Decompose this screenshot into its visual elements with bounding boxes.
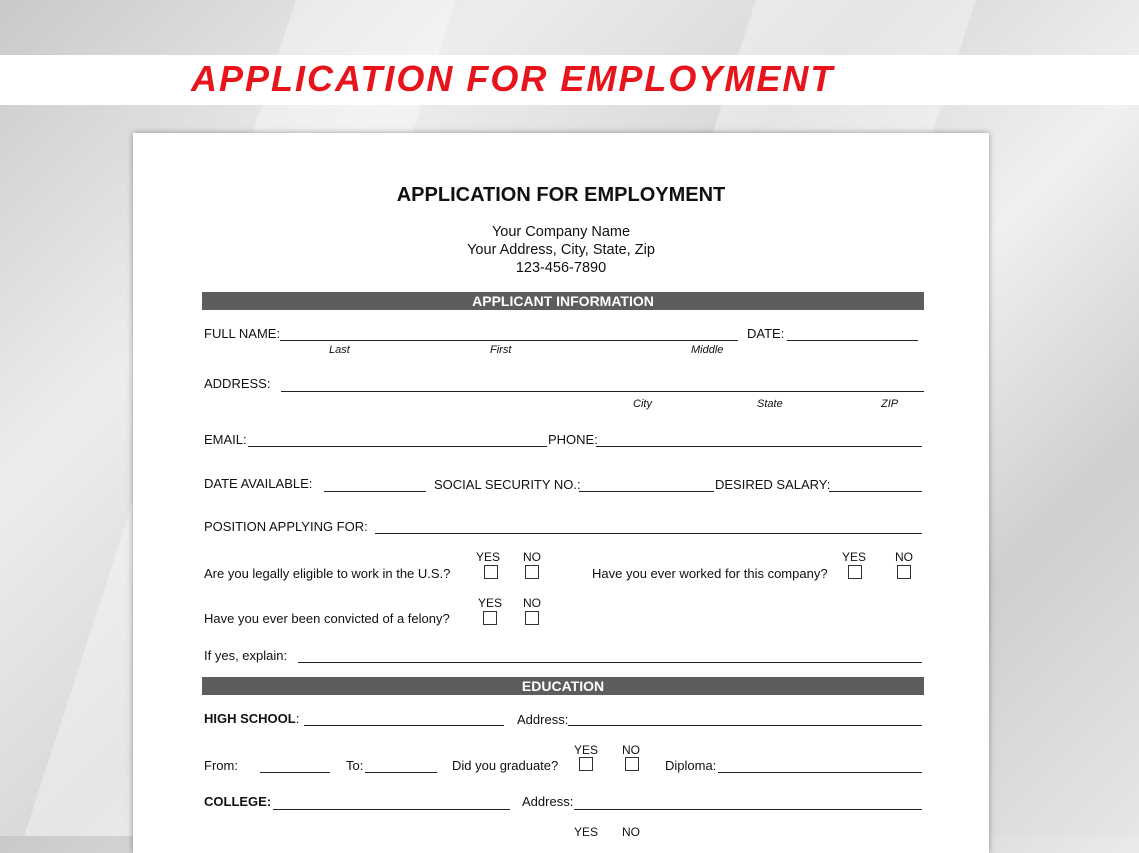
graduate-no-checkbox[interactable]: [625, 757, 639, 771]
diploma-field[interactable]: [718, 772, 922, 773]
diploma-label: Diploma:: [665, 758, 717, 773]
date-label: DATE:: [747, 326, 785, 341]
application-form-page: [133, 133, 989, 853]
eligible-no-checkbox[interactable]: [525, 565, 539, 579]
desired-salary-field[interactable]: [829, 491, 922, 492]
date-available-field[interactable]: [324, 491, 426, 492]
no-header: NO: [622, 825, 640, 839]
worked-before-yes-checkbox[interactable]: [848, 565, 862, 579]
yes-header: YES: [842, 550, 867, 564]
college-field[interactable]: [273, 809, 510, 810]
felony-yes-checkbox[interactable]: [483, 611, 497, 625]
yes-header: YES: [478, 596, 503, 610]
high-school-field[interactable]: [304, 725, 504, 726]
ssn-label: SOCIAL SECURITY NO.:: [434, 477, 581, 492]
worked-before-no-checkbox[interactable]: [897, 565, 911, 579]
yes-header: YES: [574, 743, 599, 757]
no-header: NO: [622, 743, 640, 757]
high-school-colon: :: [295, 711, 300, 726]
banner-title: APPLICATION FOR EMPLOYMENT: [191, 58, 835, 99]
high-school-label-text: HIGH SCHOOL: [204, 711, 296, 726]
yes-header: YES: [476, 550, 501, 564]
to-label: To:: [346, 758, 364, 773]
eligible-question: Are you legally eligible to work in the U.S.?: [204, 566, 451, 581]
college-label: COLLEGE:: [204, 794, 272, 809]
section-header-applicant: APPLICANT INFORMATION: [202, 292, 924, 310]
no-header: NO: [895, 550, 913, 564]
from-field[interactable]: [260, 772, 330, 773]
date-field[interactable]: [787, 340, 918, 341]
college-address-label: Address:: [522, 794, 574, 809]
college-address-field[interactable]: [574, 809, 922, 810]
desired-salary-label: DESIRED SALARY:: [715, 477, 831, 492]
high-school-address-field[interactable]: [568, 725, 922, 726]
email-label: EMAIL:: [204, 432, 247, 447]
city-caption: City: [633, 398, 652, 410]
position-field[interactable]: [375, 533, 922, 534]
zip-caption: ZIP: [881, 398, 899, 410]
full-name-field[interactable]: [280, 340, 738, 341]
high-school-address-label: Address:: [517, 712, 569, 727]
explain-label: If yes, explain:: [204, 648, 288, 663]
worked-before-question: Have you ever worked for this company?: [592, 566, 828, 581]
company-address: Your Address, City, State, Zip: [467, 242, 655, 258]
email-field[interactable]: [248, 446, 547, 447]
company-name: Your Company Name: [491, 224, 631, 240]
yes-header: YES: [574, 825, 599, 839]
no-header: NO: [523, 550, 541, 564]
to-field[interactable]: [365, 772, 437, 773]
last-caption: Last: [329, 344, 350, 356]
date-available-label: DATE AVAILABLE:: [204, 476, 313, 491]
first-caption: First: [490, 344, 512, 356]
graduate-question: Did you graduate?: [452, 758, 559, 773]
graduate-yes-checkbox[interactable]: [579, 757, 593, 771]
from-label: From:: [204, 758, 238, 773]
phone-label: PHONE:: [548, 432, 598, 447]
form-title: APPLICATION FOR EMPLOYMENT: [396, 184, 726, 206]
high-school-label: [204, 711, 299, 726]
phone-field[interactable]: [596, 446, 922, 447]
eligible-yes-checkbox[interactable]: [484, 565, 498, 579]
no-header: NO: [523, 596, 541, 610]
address-field[interactable]: [281, 391, 924, 392]
position-label: POSITION APPLYING FOR:: [204, 519, 368, 534]
explain-field[interactable]: [298, 662, 922, 663]
state-caption: State: [757, 398, 783, 410]
section-header-education: EDUCATION: [202, 677, 924, 695]
address-label: ADDRESS:: [204, 376, 271, 391]
company-phone: 123-456-7890: [515, 260, 607, 276]
middle-caption: Middle: [691, 344, 724, 356]
ssn-field[interactable]: [579, 491, 714, 492]
felony-question: Have you ever been convicted of a felony?: [204, 611, 450, 626]
full-name-label: FULL NAME:: [204, 326, 281, 341]
felony-no-checkbox[interactable]: [525, 611, 539, 625]
